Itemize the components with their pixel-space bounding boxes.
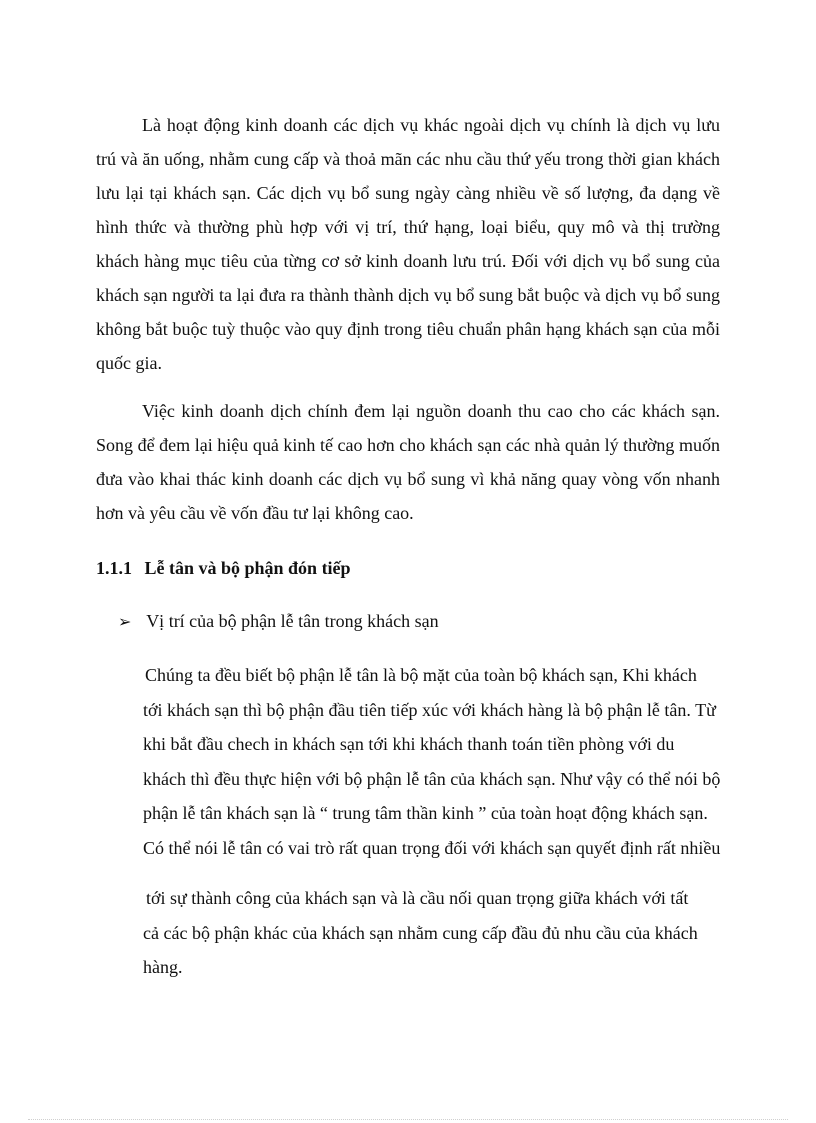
text-line: khách thì đều thực hiện với bộ phận lễ tân của khách sạn. Như vậy có thể nói bộ [143, 768, 721, 789]
text-line: cả các bộ phận khác của khách sạn nhằm cung cấp đầu đủ nhu cầu của khách [143, 922, 698, 943]
bullet-item [118, 606, 718, 637]
paragraph-business-revenue: Việc kinh doanh dịch chính đem lại nguồn doanh thu cao cho các khách sạn. Song để đem lại hiệu quả kinh tế cao hơn cho khách sạn các nhà quản lý thường muốn đưa vào khai thác kinh doanh các dịch vụ bổ sung vì khả năng quay vòng vốn nhanh hơn và yêu cầu về vốn đầu tư lại không cao. [96, 401, 720, 523]
text-line: hàng. [143, 957, 183, 977]
bullet-text: Vị trí của bộ phận lễ tân trong khách sạn [146, 611, 439, 631]
section-title: Lễ tân và bộ phận đón tiếp [144, 558, 351, 578]
text-line: phận lễ tân khách sạn là “ trung tâm thần kinh ” của toàn hoạt động khách sạn. [143, 803, 708, 823]
paragraph-reception-role [143, 658, 721, 865]
text-line: khi bắt đầu chech in khách sạn tới khi khách thanh toán tiền phòng với du [143, 734, 675, 754]
text-line: Có thể nói lễ tân có vai trò rất quan trọng đối với khách sạn quyết định rất nhiều [143, 837, 721, 858]
paragraph-additional-services: Là hoạt động kinh doanh các dịch vụ khác ngoài dịch vụ chính là dịch vụ lưu trú và ăn uống, nhằm cung cấp và thoả mãn các nhu cầu thứ yếu trong thời gian khách lưu lại tại khách sạn. Các dịch vụ bổ sung ngày càng nhiều về số lượng, đa dạng về hình thức và thường phù hợp với vị trí, thứ hạng, loại biểu, quy mô và thị trường khách hàng mục tiêu của từng cơ sở kinh doanh lưu trú. Đối với dịch vụ bổ sung của khách sạn người ta lại đưa ra thành thành dịch vụ bổ sung bắt buộc và dịch vụ bổ sung không bắt buộc tuỳ thuộc vào quy định trong tiêu chuẩn phân hạng khách sạn của mỗi quốc gia. [96, 115, 720, 373]
section-number: 1.1.1 [96, 558, 132, 578]
paragraph-reception-success [143, 881, 718, 985]
text-line: tới khách sạn thì bộ phận đầu tiên tiếp xúc với khách hàng là bộ phận lễ tân. Từ [143, 699, 716, 720]
text-line: tới sự thành công của khách sạn và là cầu nối quan trọng giữa khách với tất [146, 888, 689, 908]
page-bottom-divider [28, 1119, 788, 1120]
text-line: Chúng ta đều biết bộ phận lễ tân là bộ mặt của toàn bộ khách sạn, Khi khách [145, 665, 697, 685]
arrow-bullet-icon: ➢ [118, 612, 132, 631]
section-heading [96, 553, 720, 583]
